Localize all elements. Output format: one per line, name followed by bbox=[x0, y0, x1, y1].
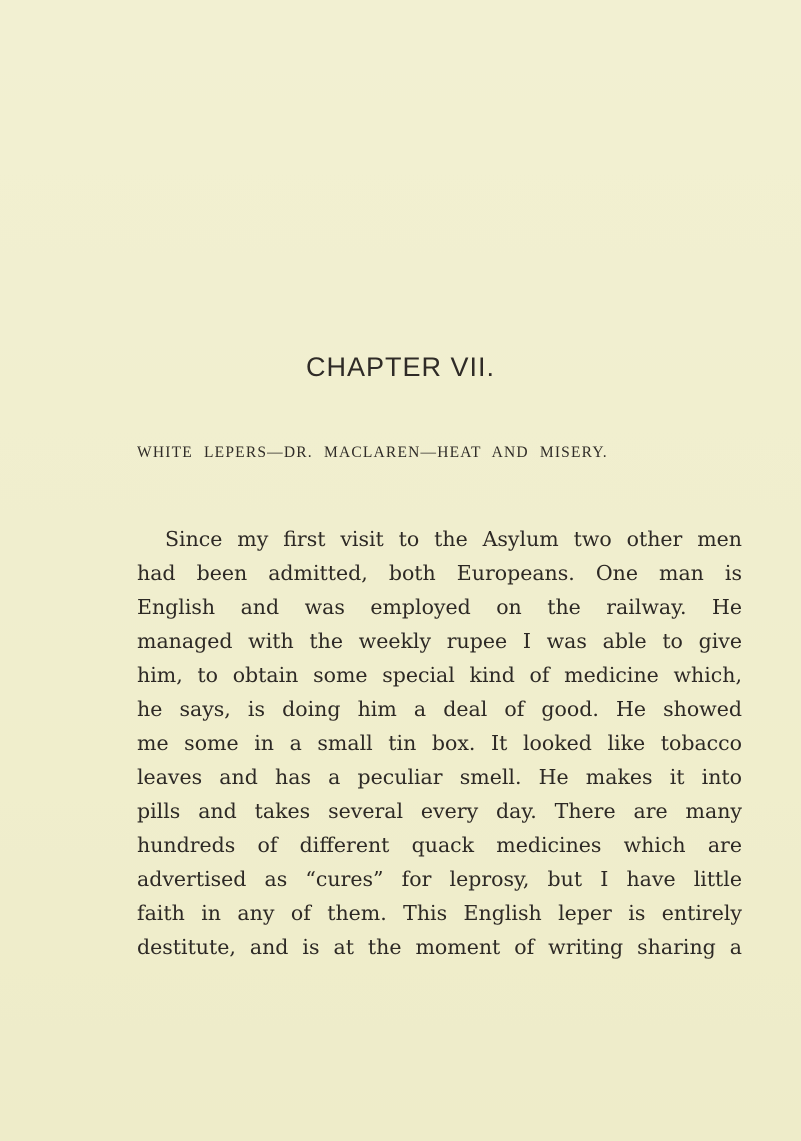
text-line: faith in any of them. This English leper is entirely bbox=[137, 901, 742, 925]
text-line: had been admitted, both Europeans. One man is bbox=[137, 561, 742, 585]
text-line: Since my first visit to the Asylum two other men bbox=[165, 527, 742, 551]
text-line: advertised as “cures” for leprosy, but I have little bbox=[137, 867, 742, 891]
chapter-subtitle: WHITE LEPERS—DR. MACLAREN—HEAT AND MISERY. bbox=[137, 444, 608, 461]
text-line: leaves and has a peculiar smell. He makes it into bbox=[137, 765, 742, 789]
text-line: me some in a small tin box. It looked like tobacco bbox=[137, 731, 742, 755]
text-line: destitute, and is at the moment of writing sharing a bbox=[137, 935, 742, 959]
text-line: he says, is doing him a deal of good. He showed bbox=[137, 697, 742, 721]
text-line: managed with the weekly rupee I was able to give bbox=[137, 629, 742, 653]
text-line: him, to obtain some special kind of medicine which, bbox=[137, 663, 742, 687]
body-paragraph bbox=[137, 522, 742, 964]
text-line: English and was employed on the railway. He bbox=[137, 595, 742, 619]
chapter-title: CHAPTER VII. bbox=[305, 352, 496, 382]
text-line: hundreds of different quack medicines which are bbox=[137, 833, 742, 857]
text-line: pills and takes several every day. There are many bbox=[137, 799, 742, 823]
